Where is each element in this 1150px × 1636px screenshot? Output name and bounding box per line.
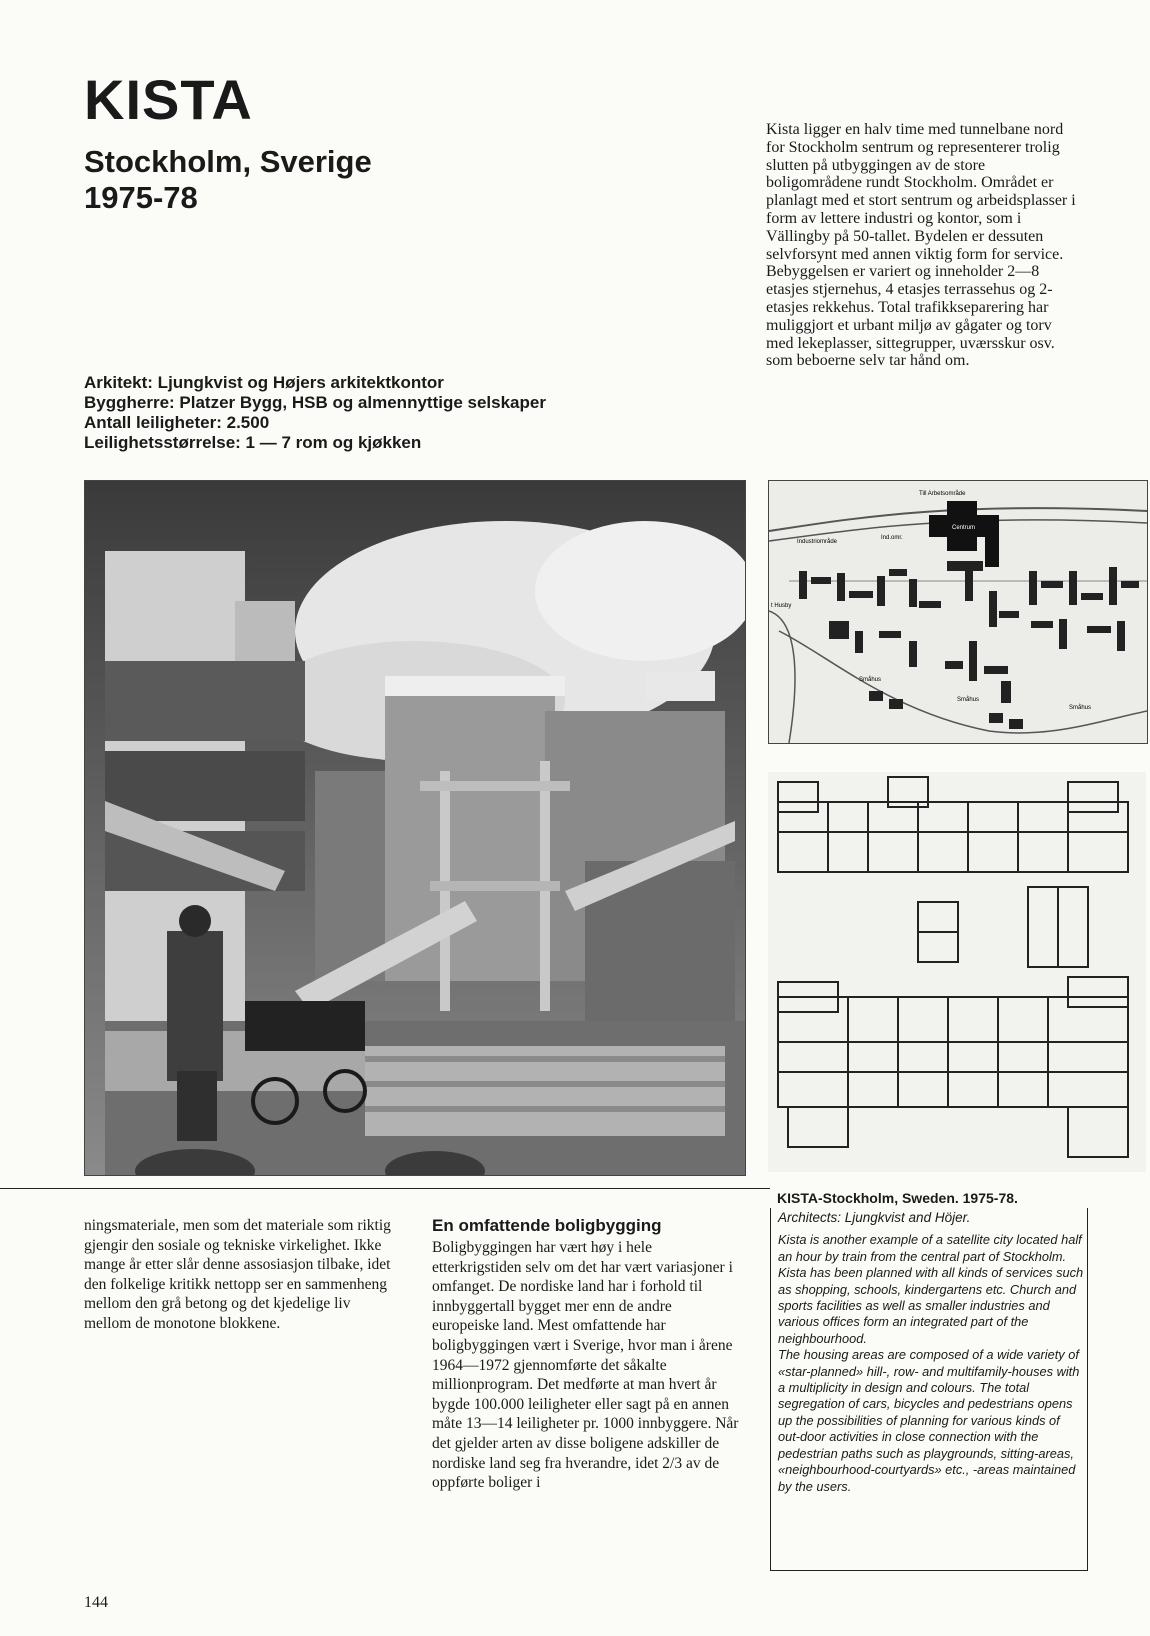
intro-paragraph: Kista ligger en halv time med tunnelbane nord for Stockholm sentrum og representerer trolig slutten på utbyggingen av de store boligområdene rundt Stockholm. Området er planlagt med et stort sentrum og arbeidsplasser i form av lettere industri og kontor, som i Vällingby på 50-tallet. Bydelen er dessuten selvforsynt med annen viktig form for service. Bebyggelsen er variert og inneholder 2—8 etasjes stjernehus, 4 etasjes terrassehus og 2-etasjes rekkehus. Total trafikkseparering har muliggjort et urbant miljø av gågater og torv med lekeplasser, sittegrupper, uværsskur osv. som beboerne selv tar hånd om. [766, 121, 1076, 370]
page-number: 144 [84, 1594, 108, 1611]
map-label-industri: Industriområde [797, 539, 838, 545]
map-label-arbetsomrade: Till Arbetsområde [919, 491, 966, 497]
fact-apartment-size: Leilighetsstørrelse: 1 — 7 rom og kjøkken [84, 433, 422, 452]
map-label-husby: t Husby [771, 603, 792, 609]
fact-architect: Arkitekt: Ljungkvist og Højers arkitektkontor [84, 373, 444, 392]
map-label-smahus-2: Småhus [957, 697, 980, 703]
english-paragraph-2: The housing areas are composed of a wide variety of «star-planned» hill-, row- and multifamily-houses with a multiplicity in design and colours. The total segregation of cars, bicycles and pedestrians opens up the possibilities of planning for various kinds of out-door activities in close connection with the pedestrian paths such as playgrounds, sitting-areas, «neighbourhood-courtyards» etc., -areas maintained by the users. [778, 1347, 1080, 1494]
playground-photo [84, 480, 746, 1176]
map-label-ind: Ind.omr. [881, 535, 903, 541]
english-paragraph-1: Kista is another example of a satellite city located half an hour by train from the central part of Stockholm. Kista has been planned with all kinds of services such as shopping, schools, kindergartens etc. Church and sports facilities as well as smaller industries and various offices form an integrated part of the neighbourhood. [778, 1232, 1084, 1346]
map-label-smahus-1: Småhus [859, 677, 882, 683]
site-plan-map [768, 480, 1148, 744]
fact-developer: Byggherre: Platzer Bygg, HSB og almennyttige selskaper [84, 393, 546, 412]
english-summary-title: KISTA-Stockholm, Sweden. 1975-78. [777, 1190, 1018, 1206]
section-heading: En omfattende boligbygging [432, 1216, 662, 1235]
map-label-centrum: Centrum [952, 525, 976, 531]
english-summary [778, 1210, 1084, 1495]
page-title: KISTA [84, 68, 253, 131]
map-label-smahus-3: Småhus [1069, 705, 1092, 711]
floor-plans-drawing [768, 772, 1146, 1172]
body-column-1: ningsmateriale, men som det materiale som riktig gjengir den sosiale og tekniske virkelighet. Ikke mange år etter slår denne assosiasjon tilbake, idet den folkelige kritikk nettopp ser en sammenheng mellom den grå betong og det kjedelige liv mellom de monotone blokkene. [84, 1217, 391, 1332]
section-divider [0, 1188, 770, 1189]
project-facts [84, 373, 724, 453]
fact-apartments: Antall leiligheter: 2.500 [84, 413, 270, 432]
english-architects: Architects: Ljungkvist and Höjer. [778, 1210, 971, 1225]
body-column-2: Boligbyggingen har vært høy i hele etterkrigstiden selv om det har vært variasjoner i omfanget. De nordiske land har i forhold til innbyggertall bygget mer enn de andre europeiske land. Mest omfattende har boligbyggingen vært i Sverige, hvor man i årene 1964—1972 gjennomførte det såkalte millionprogram. Det medførte at man hvert år bygde 100.000 leiligheter eller sagt på en annen måte 13—14 leiligheter pr. 1000 innbyggere. Når det gjelder arten av disse boligene adskiller de nordiske land seg fra hverandre, idet 2/3 av de oppførte boliger i [432, 1239, 739, 1492]
page-subtitle: Stockholm, Sverige 1975-78 [84, 144, 372, 215]
